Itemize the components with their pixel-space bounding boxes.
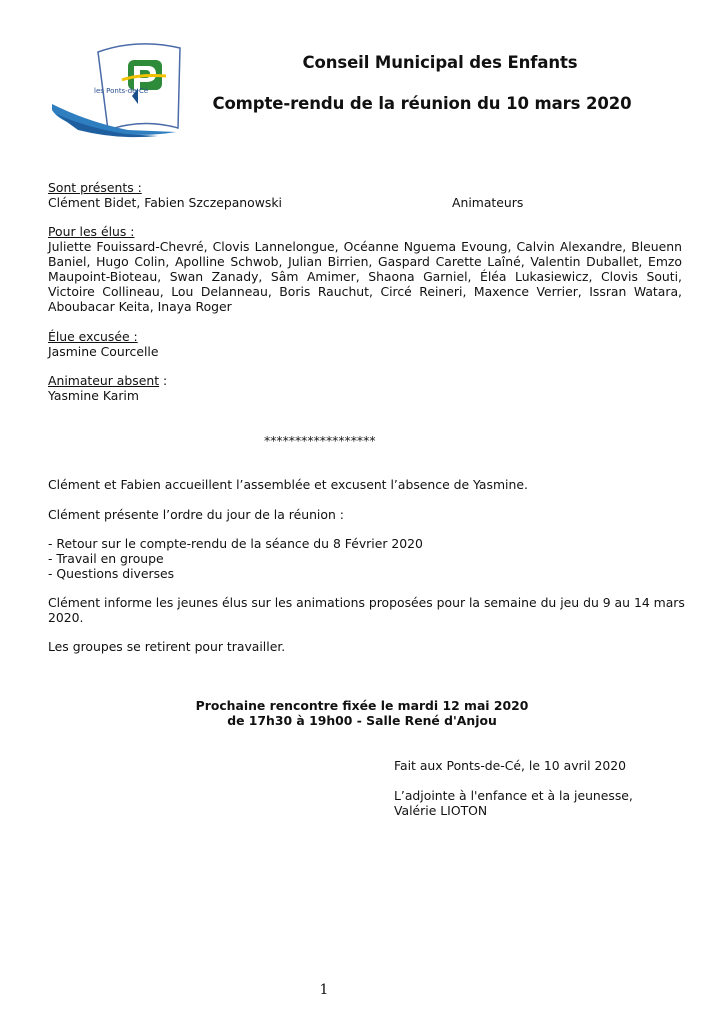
elus-line: Victoire Collineau, Lou Delanneau, Boris Rauchut, Circé Reineri, Maxence Verrier, Issran Watara, (48, 284, 682, 299)
paragraph-animations-end: 2020. (48, 610, 84, 625)
signature-place-date: Fait aux Ponts-de-Cé, le 10 avril 2020 (394, 758, 626, 773)
next-meeting-line2: de 17h30 à 19h00 - Salle René d'Anjou (227, 713, 497, 728)
absent-name: Yasmine Karim (48, 388, 139, 403)
absent-label-suffix: : (159, 373, 168, 388)
elus-line: Juliette Fouissard-Chevré, Clovis Lannelongue, Océanne Nguema Evoung, Calvin Alexandre, Bleuenn (48, 239, 682, 254)
document-subtitle: Compte-rendu de la réunion du 10 mars 2020 (212, 94, 632, 113)
paragraph-accueil: Clément et Fabien accueillent l’assemblée et excusent l’absence de Yasmine. (48, 477, 528, 492)
next-meeting-line1: Prochaine rencontre fixée le mardi 12 mai 2020 (195, 698, 529, 713)
signature-name: Valérie LIOTON (394, 803, 488, 818)
agenda-item: - Questions diverses (48, 566, 175, 581)
paragraph-ordre-du-jour: Clément présente l’ordre du jour de la réunion : (48, 507, 344, 522)
agenda-item: - Retour sur le compte-rendu de la séance du 8 Février 2020 (48, 536, 423, 551)
presents-label: Sont présents : (48, 180, 142, 195)
elus-line: Baniel, Hugo Colin, Apolline Schwob, Julian Birrien, Gaspard Carette Laîné, Valentin Duballet, Emzo (48, 254, 682, 269)
elus-label: Pour les élus : (48, 224, 135, 239)
paragraph-groupes: Les groupes se retirent pour travailler. (48, 639, 286, 654)
absent-label: Animateur absent (48, 373, 160, 388)
document-title: Conseil Municipal des Enfants (302, 53, 578, 72)
signature-role: L’adjointe à l'enfance et à la jeunesse, (394, 788, 633, 803)
paragraph-animations: Clément informe les jeunes élus sur les animations proposées pour la semaine du jeu du 9 au 14 mars (48, 595, 685, 610)
separator-stars: ****************** (264, 433, 376, 448)
elus-list (48, 239, 682, 314)
logo-graphic (48, 30, 188, 140)
presents-role: Animateurs (452, 195, 524, 210)
excusee-label: Élue excusée : (48, 329, 138, 344)
elus-line: Aboubacar Keita, Inaya Roger (48, 299, 232, 314)
excusee-name: Jasmine Courcelle (48, 344, 159, 359)
agenda-item: - Travail en groupe (48, 551, 164, 566)
logo-text: les Ponts-de-Cé (94, 87, 149, 95)
ponts-de-ce-logo (48, 30, 188, 140)
presents-names: Clément Bidet, Fabien Szczepanowski (48, 195, 282, 210)
page-number: 1 (319, 982, 329, 998)
absent-label-line (48, 373, 167, 388)
elus-line: Maupoint-Bioteau, Swan Zanady, Sâm Amimer, Shaona Garniel, Éléa Lukasiewicz, Clovis Souti, (48, 269, 682, 284)
